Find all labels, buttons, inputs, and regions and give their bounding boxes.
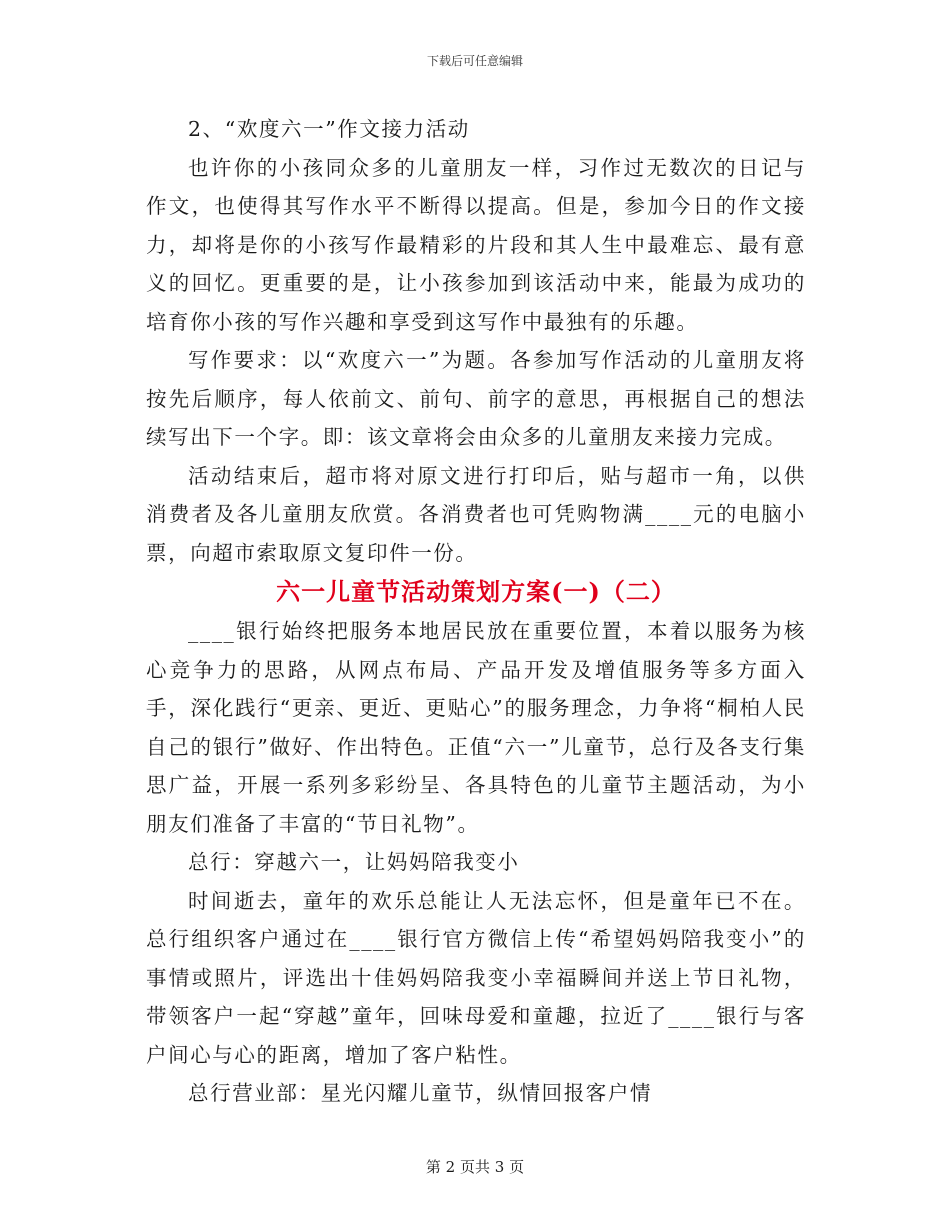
header-note: 下载后可任意编辑 (426, 54, 523, 68)
head-office-heading: 总行：穿越六一，让妈妈陪我变小 (188, 850, 520, 874)
paragraph-writing-requirements: 写作要求：以“欢度六一”为题。各参加写作活动的儿童朋友将按先后顺序，每人依前文、前句、前字的意思，再根据自己的想法续写出下一个字。即：该文章将会由众多的儿童朋友来接力完成。 (146, 348, 806, 449)
paragraph-intro: 也许你的小孩同众多的儿童朋友一样，习作过无数次的日记与作文，也使得其写作水平不断得以提高。但是，参加今日的作文接力，却将是你的小孩写作最精彩的片段和其人生中最难忘、最有意义的回忆。更重要的是，让小孩参加到该活动中来，能最为成功的培育你小孩的写作兴趣和享受到这写作中最独有的乐趣。 (146, 155, 806, 334)
activity-heading: 2、“欢度六一”作文接力活动 (188, 117, 470, 141)
paragraph-head-office: 时间逝去，童年的欢乐总能让人无法忘怀，但是童年已不在。总行组织客户通过在____银行官方微信上传“希望妈妈陪我变小”的事情或照片，评选出十佳妈妈陪我变小幸福瞬间并送上节日礼物，带领客户一起“穿越”童年，回味母爱和童趣，拉近了____银行与客户间心与心的距离，增加了客户粘性。 (146, 888, 806, 1067)
paragraph-after-activity: 活动结束后，超市将对原文进行打印后，贴与超市一角，以供消费者及各儿童朋友欣赏。各消费者也可凭购物满____元的电脑小票，向超市索取原文复印件一份。 (146, 463, 806, 565)
page-number: 第 2 页共 3 页 (425, 1158, 525, 1176)
section-title: 六一儿童节活动策划方案(一)（二） (276, 577, 676, 606)
business-dept-heading: 总行营业部：星光闪耀儿童节，纵情回报客户情 (188, 1081, 653, 1105)
paragraph-bank-intro: ____银行始终把服务本地居民放在重要位置，本着以服务为核心竞争力的思路，从网点布局、产品开发及增值服务等多方面入手，深化践行“更亲、更近、更贴心”的服务理念，力争将“桐柏人民自己的银行”做好、作出特色。正值“六一”儿童节，总行及各支行集思广益，开展一系列多彩纷呈、各具特色的儿童节主题活动，为小朋友们准备了丰富的“节日礼物”。 (146, 619, 806, 836)
document-body (146, 110, 806, 1113)
